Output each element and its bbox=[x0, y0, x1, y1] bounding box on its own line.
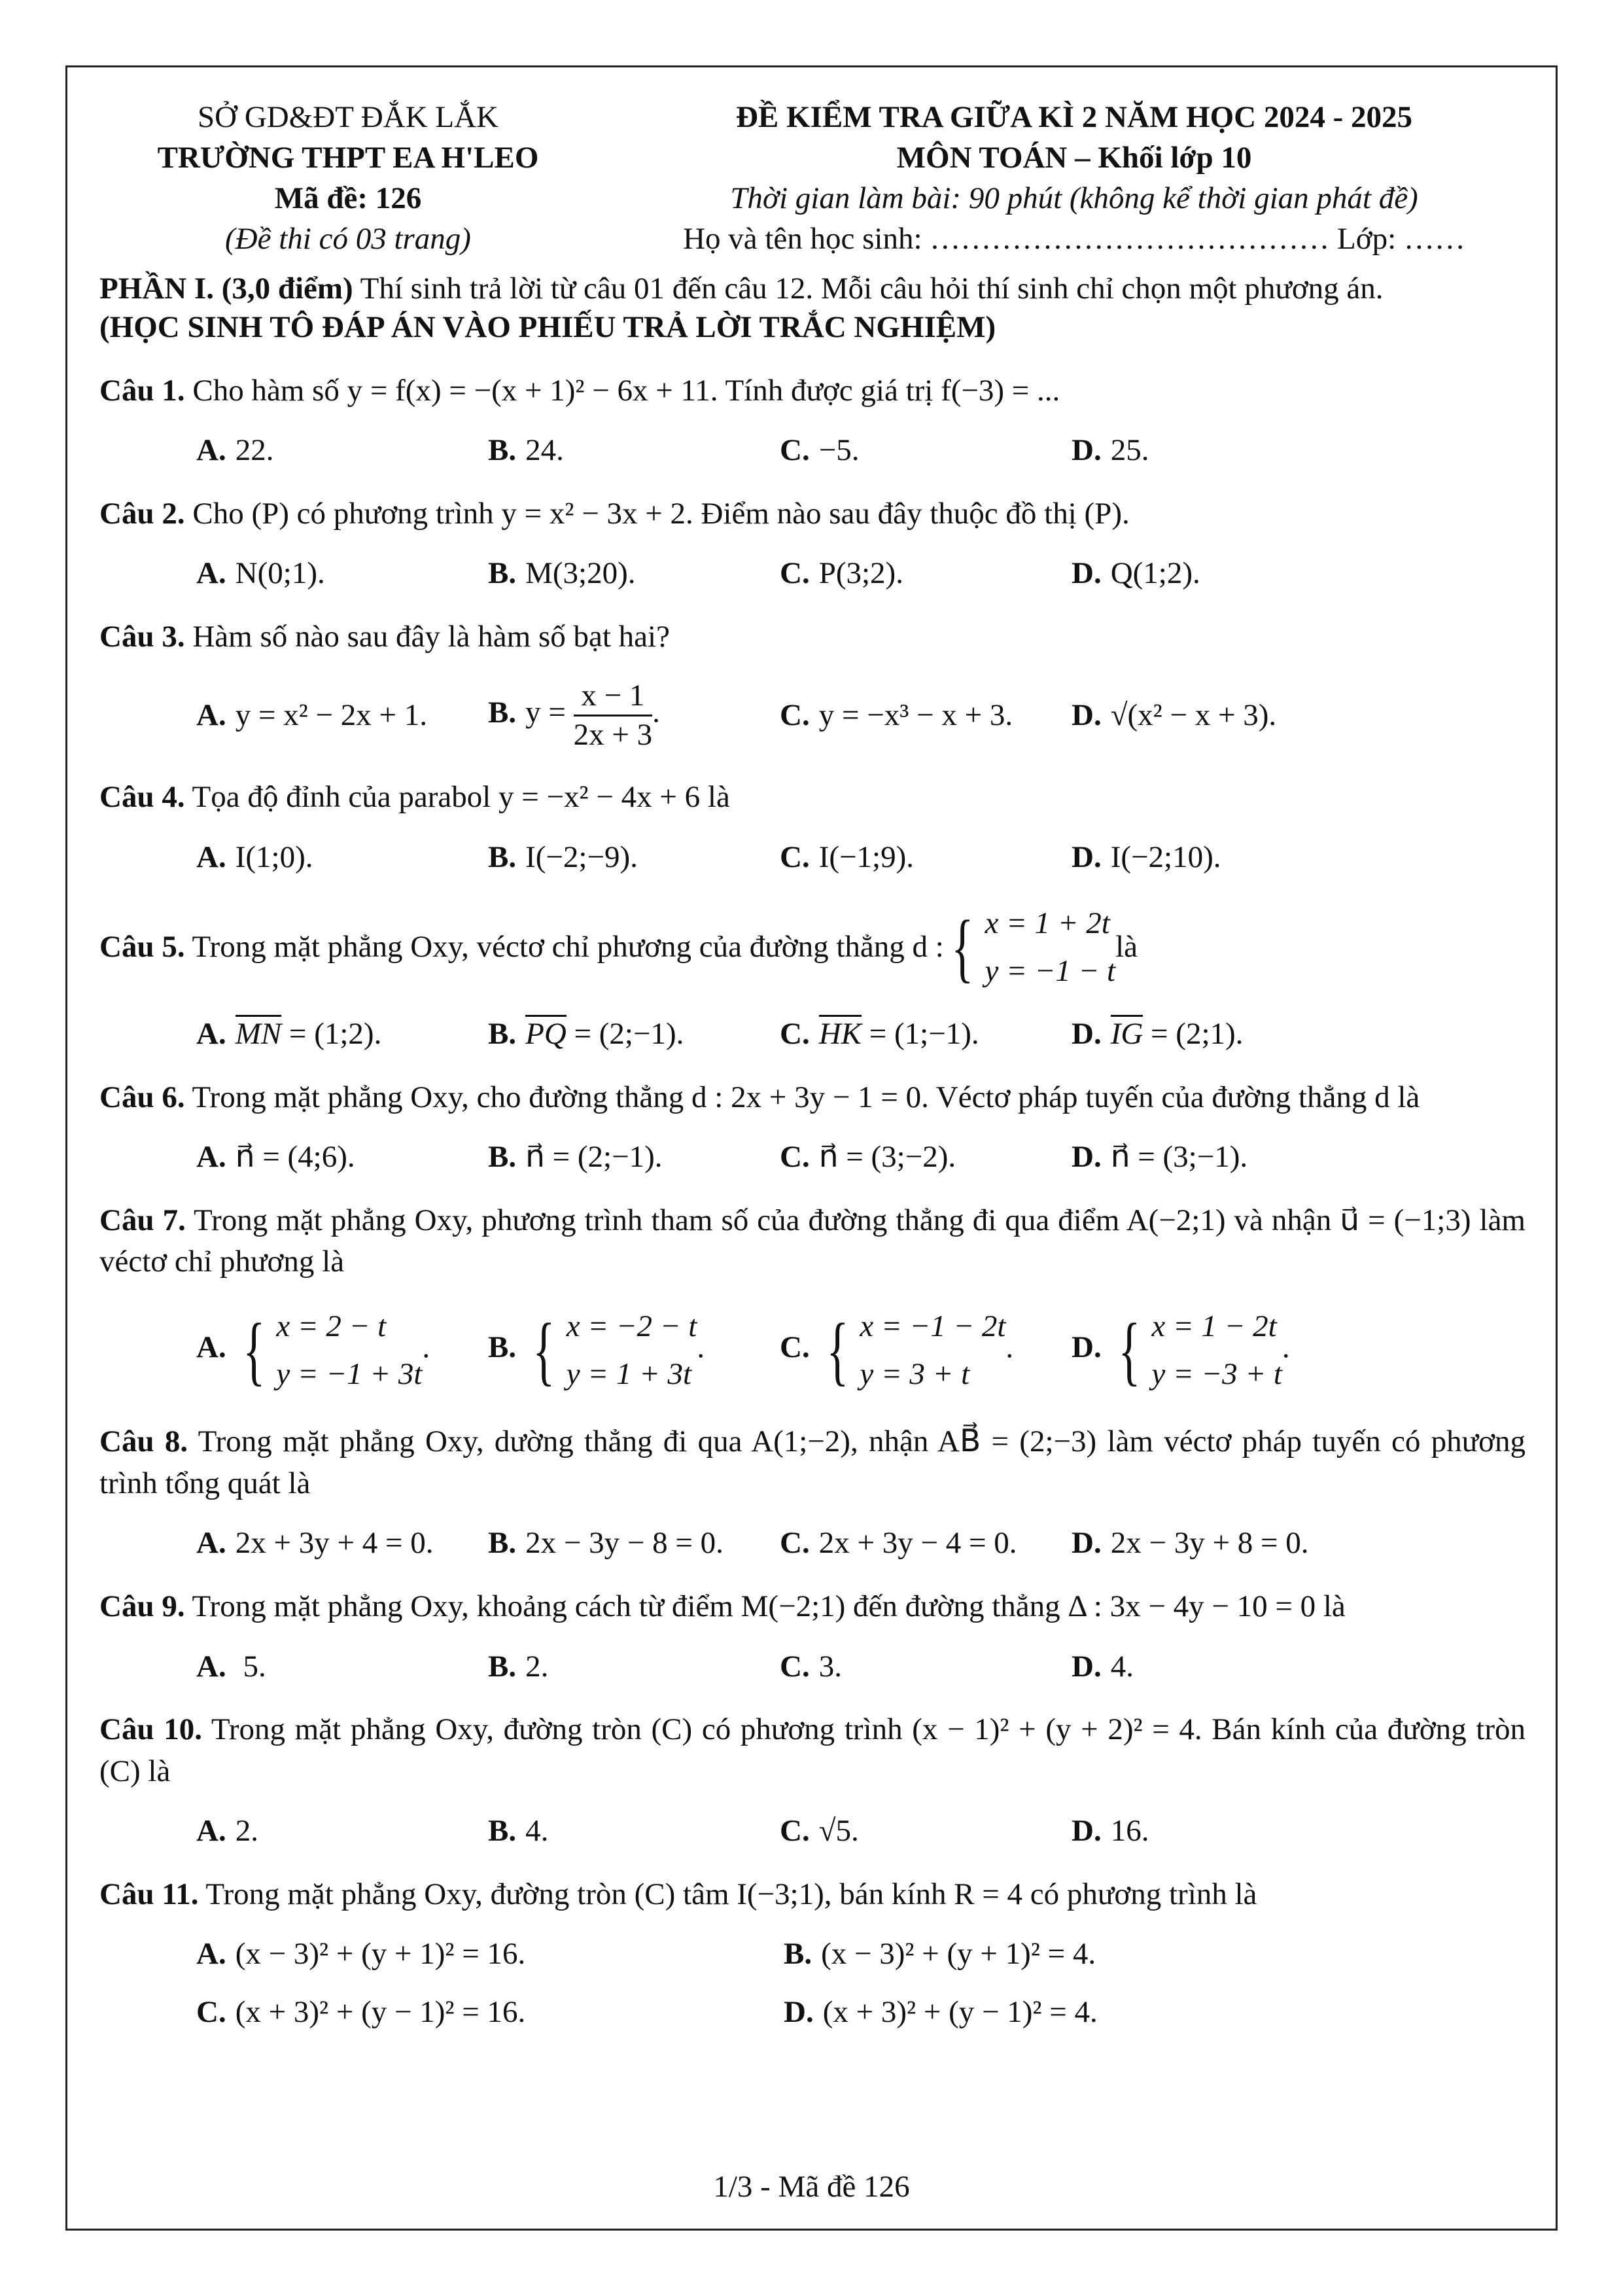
exam-info bbox=[623, 98, 1526, 260]
line-system: { x = 1 + 2t y = −1 − t bbox=[951, 904, 1116, 991]
subject: MÔN TOÁN – Khối lớp 10 bbox=[896, 141, 1252, 175]
question-text: Trong mặt phẳng Oxy, đường tròn (C) có phương trình (x − 1)² + (y + 2)² = 4. Bán kính của đường tròn (C) là bbox=[99, 1712, 1526, 1788]
option-b[interactable]: B. { x = −2 − t y = 1 + 3t . bbox=[488, 1307, 705, 1393]
time-limit: Thời gian làm bài: 90 phút (không kể thời gian phát đề) bbox=[730, 181, 1418, 215]
question-label: Câu 3. bbox=[99, 619, 185, 654]
option-d[interactable]: D. n⃗ = (3;−1). bbox=[1072, 1140, 1248, 1174]
page-footer: 1/3 - Mã đề 126 bbox=[713, 2170, 910, 2204]
question-text: Trong mặt phẳng Oxy, đường tròn (C) tâm I(−3;1), bán kính R = 4 có phương trình là bbox=[198, 1877, 1257, 1911]
options bbox=[99, 1648, 1526, 1686]
option-c[interactable]: C. y = −x³ − x + 3. bbox=[780, 698, 1013, 732]
option-a[interactable]: A. N(0;1). bbox=[196, 556, 325, 591]
question-text: Trong mặt phẳng Oxy, dường thẳng đi qua A(1;−2), nhận AB⃗ = (2;−3) làm véctơ pháp tuyến có phương trình tổng quát là bbox=[99, 1424, 1526, 1500]
options-row-2 bbox=[99, 1993, 1526, 2032]
option-a[interactable]: A. MN = (1;2). bbox=[196, 1015, 488, 1053]
question-5: Câu 5. Trong mặt phẳng Oxy, véctơ chỉ phương của đường thẳng d : { x = 1 + 2t y = −1 − t là A. MN = (1;2). B. PQ = (2;−1). C. HK = (1;−1). D. IG = (2;1). bbox=[99, 900, 1526, 1053]
question-label: Câu 10. bbox=[99, 1712, 202, 1747]
section-note: (HỌC SINH TÔ ĐÁP ÁN VÀO PHIẾU TRẢ LỜI TRẮC NGHIỆM) bbox=[99, 309, 996, 344]
department-name: SỞ GD&ĐT ĐẮK LẮK bbox=[198, 100, 498, 134]
option-c[interactable]: C. P(3;2). bbox=[780, 556, 903, 591]
question-1 bbox=[99, 370, 1526, 470]
option-c[interactable]: C. 3. bbox=[780, 1649, 842, 1684]
option-a[interactable]: A. 2. bbox=[196, 1814, 258, 1848]
question-4 bbox=[99, 777, 1526, 876]
option-b[interactable]: B. 24. bbox=[488, 433, 564, 467]
option-c[interactable]: C. −5. bbox=[780, 433, 860, 467]
question-text: Cho hàm số y = f(x) = −(x + 1)² − 6x + 11. Tính được giá trị f(−3) = ... bbox=[184, 373, 1060, 408]
option-c[interactable]: C. { x = −1 − 2t y = 3 + t . bbox=[780, 1307, 1014, 1393]
option-d[interactable]: D. Q(1;2). bbox=[1072, 556, 1200, 591]
option-b[interactable]: B. n⃗ = (2;−1). bbox=[488, 1140, 663, 1174]
option-c[interactable]: C. I(−1;9). bbox=[780, 839, 914, 874]
option-b[interactable]: B. PQ = (2;−1). bbox=[488, 1015, 780, 1053]
option-c[interactable]: C. (x + 3)² + (y − 1)² = 16. bbox=[196, 1995, 526, 2030]
question-10 bbox=[99, 1709, 1526, 1850]
option-b[interactable]: B. (x − 3)² + (y + 1)² = 4. bbox=[784, 1937, 1096, 1971]
options bbox=[99, 1138, 1526, 1176]
question-label: Câu 9. bbox=[99, 1589, 185, 1624]
question-6 bbox=[99, 1077, 1526, 1176]
option-b[interactable]: B. 4. bbox=[488, 1814, 549, 1848]
question-text: Trong mặt phẳng Oxy, cho đường thẳng d : 2x + 3y − 1 = 0. Véctơ pháp tuyến của đường thẳng d là bbox=[184, 1080, 1420, 1114]
options bbox=[99, 677, 1526, 753]
option-b[interactable]: B. 2. bbox=[488, 1649, 549, 1684]
question-text: Cho (P) có phương trình y = x² − 3x + 2. Điểm nào sau đây thuộc đồ thị (P). bbox=[184, 496, 1130, 531]
option-b[interactable]: B. 2x − 3y − 8 = 0. bbox=[488, 1526, 724, 1561]
question-label: Câu 6. bbox=[99, 1080, 185, 1114]
options bbox=[99, 1303, 1526, 1398]
option-c[interactable]: C. √5. bbox=[780, 1814, 859, 1848]
option-d[interactable]: D. I(−2;10). bbox=[1072, 839, 1221, 874]
options bbox=[99, 1015, 1526, 1053]
question-2 bbox=[99, 493, 1526, 593]
exam-page bbox=[99, 98, 1526, 2032]
option-c[interactable]: C. n⃗ = (3;−2). bbox=[780, 1140, 956, 1174]
question-label: Câu 7. bbox=[99, 1203, 186, 1237]
options bbox=[99, 431, 1526, 470]
option-c[interactable]: C. HK = (1;−1). bbox=[780, 1015, 1072, 1053]
exam-code: Mã đề: 126 bbox=[274, 181, 422, 215]
question-label: Câu 2. bbox=[99, 496, 185, 531]
option-d[interactable]: D. 4. bbox=[1072, 1649, 1134, 1684]
option-d[interactable]: D. 16. bbox=[1072, 1814, 1149, 1848]
option-a[interactable]: A. y = x² − 2x + 1. bbox=[196, 698, 428, 732]
option-d[interactable]: D. √(x² − x + 3). bbox=[1072, 698, 1277, 732]
options-row-1 bbox=[99, 1935, 1526, 1973]
section-title: PHẦN I. (3,0 điểm) bbox=[99, 272, 353, 306]
options bbox=[99, 1812, 1526, 1850]
school-name: TRƯỜNG THPT EA H'LEO bbox=[157, 141, 539, 175]
question-label: Câu 4. bbox=[99, 780, 185, 815]
section-text: Thí sinh trả lời từ câu 01 đến câu 12. Mỗi câu hỏi thí sinh chỉ chọn một phương án. bbox=[353, 272, 1384, 306]
option-a[interactable]: A. 22. bbox=[196, 433, 274, 467]
question-label: Câu 1. bbox=[99, 373, 185, 408]
section-intro bbox=[99, 270, 1526, 347]
question-3 bbox=[99, 616, 1526, 753]
option-a[interactable]: A. 5. bbox=[196, 1649, 266, 1684]
student-name-line: Họ và tên học sinh: ………………………………… Lớp: …… bbox=[683, 222, 1465, 256]
option-d[interactable]: D. (x + 3)² + (y − 1)² = 4. bbox=[784, 1995, 1098, 2030]
options bbox=[99, 554, 1526, 593]
option-a[interactable]: A. (x − 3)² + (y + 1)² = 16. bbox=[196, 1937, 526, 1971]
page-count-note: (Đề thi có 03 trang) bbox=[225, 222, 471, 256]
option-d[interactable]: D. { x = 1 − 2t y = −3 + t . bbox=[1072, 1307, 1290, 1393]
option-b[interactable]: B. M(3;20). bbox=[488, 556, 636, 591]
question-text: Trong mặt phẳng Oxy, véctơ chỉ phương của đường thẳng d : bbox=[184, 930, 944, 964]
question-text: Hàm số nào sau đây là hàm số bạt hai? bbox=[184, 619, 670, 654]
question-11 bbox=[99, 1874, 1526, 2032]
option-a[interactable]: A. I(1;0). bbox=[196, 839, 313, 874]
option-a[interactable]: A. 2x + 3y + 4 = 0. bbox=[196, 1526, 434, 1561]
question-label: Câu 5. bbox=[99, 930, 185, 964]
question-text: Tọa độ đỉnh của parabol y = −x² − 4x + 6 là bbox=[184, 780, 730, 815]
question-7 bbox=[99, 1200, 1526, 1398]
question-label: Câu 8. bbox=[99, 1424, 188, 1459]
question-text: Trong mặt phẳng Oxy, khoảng cách từ điểm M(−2;1) đến đường thẳng Δ : 3x − 4y − 10 = 0 là bbox=[184, 1589, 1346, 1624]
option-a[interactable]: A. n⃗ = (4;6). bbox=[196, 1140, 355, 1174]
question-9 bbox=[99, 1586, 1526, 1686]
question-text: Trong mặt phẳng Oxy, phương trình tham số của đường thẳng đi qua điểm A(−2;1) và nhận u⃗ = (−1;3) làm véctơ chỉ phương là bbox=[99, 1203, 1526, 1279]
exam-header bbox=[99, 98, 1526, 260]
options bbox=[99, 838, 1526, 877]
fraction: $\frac{x - 1}{2x + 3}$ bbox=[573, 679, 653, 752]
question-label: Câu 11. bbox=[99, 1877, 199, 1911]
options bbox=[99, 1524, 1526, 1563]
option-b[interactable]: B. y = $\frac{x - 1}{2x + 3}$ . bbox=[488, 677, 780, 753]
exam-title: ĐỀ KIỂM TRA GIỮA KÌ 2 NĂM HỌC 2024 - 2025 bbox=[735, 100, 1413, 134]
option-c[interactable]: C. 2x + 3y − 4 = 0. bbox=[780, 1526, 1017, 1561]
option-b[interactable]: B. I(−2;−9). bbox=[488, 839, 638, 874]
option-d[interactable]: D. 2x − 3y + 8 = 0. bbox=[1072, 1526, 1309, 1561]
school-info bbox=[99, 98, 597, 260]
option-a[interactable]: A. { x = 2 − t y = −1 + 3t . bbox=[196, 1307, 430, 1393]
question-8 bbox=[99, 1421, 1526, 1563]
option-d[interactable]: D. IG = (2;1). bbox=[1072, 1015, 1363, 1053]
option-d[interactable]: D. 25. bbox=[1072, 433, 1149, 467]
